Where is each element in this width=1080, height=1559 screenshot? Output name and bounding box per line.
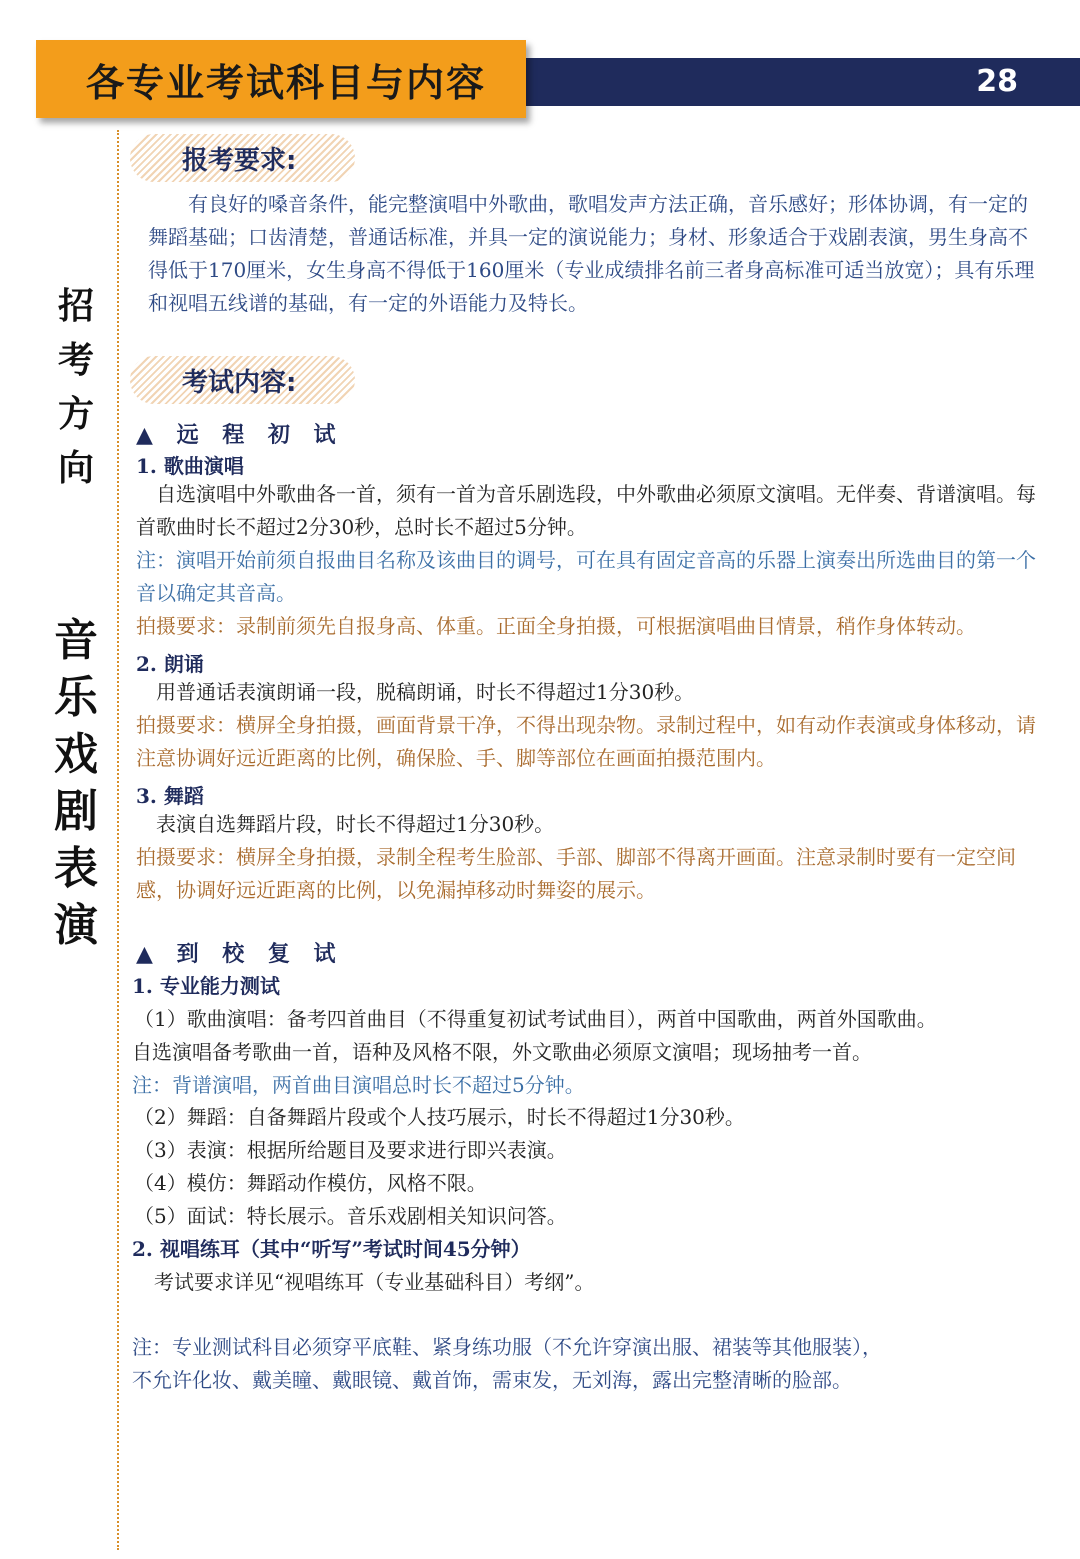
remote-item-3-head: 3. 舞蹈 [136, 784, 204, 808]
final-note-line-2: 不允许化妆、戴美瞳、戴眼镜、戴首饰，需束发，无刘海，露出完整清晰的脸部。 [132, 1368, 852, 1392]
remote-item-2-head: 2. 朗诵 [136, 652, 204, 676]
onsite-sub-item-3: （3）表演：根据所给题目及要求进行即兴表演。 [134, 1138, 567, 1162]
remote-item-1-body: 自选演唱中外歌曲各一首，须有一首为音乐剧选段，中外歌曲必须原文演唱。无伴奏、背谱演唱。每首歌曲时长不超过2分30秒，总时长不超过5分钟。 [136, 482, 1036, 539]
onsite-item-2-head: 2. 视唱练耳（其中“听写”考试时间45分钟） [132, 1237, 531, 1261]
dotted-divider [117, 130, 119, 1550]
remote-item-1-photo: 拍摄要求：录制前须先自报身高、体重。正面全身拍摄，可根据演唱曲目情景，稍作身体转动。 [136, 614, 976, 638]
onsite-item-2-body: 考试要求详见“视唱练耳（专业基础科目）考纲”。 [154, 1270, 595, 1294]
direction-label: 招 考 方 向 [57, 286, 94, 489]
remote-item-2-photo: 拍摄要求：横屏全身拍摄，画面背景干净，不得出现杂物。录制过程中，如有动作表演或身体移动，请注意协调好远近距离的比例，确保脸、手、脚等部位在画面拍摄范围内。 [136, 713, 1036, 770]
remote-item-3-body: 表演自选舞蹈片段，时长不得超过1分30秒。 [156, 812, 555, 836]
onsite-sub-item-2: （2）舞蹈：自备舞蹈片段或个人技巧展示，时长不得超过1分30秒。 [134, 1105, 745, 1129]
onsite-note-1: 注：背谱演唱，两首曲目演唱总时长不超过5分钟。 [132, 1073, 585, 1097]
remote-item-3-photo: 拍摄要求：横屏全身拍摄，录制全程考生脸部、手部、脚部不得离开画面。注意录制时要有一定空间感，协调好远近距离的比例，以免漏掉移动时舞姿的展示。 [136, 845, 1016, 902]
requirements-heading: 报考要求: [130, 134, 355, 182]
onsite-item-1-head: 1. 专业能力测试 [132, 974, 280, 998]
final-note-line-1: 注：专业测试科目必须穿平底鞋、紧身练功服（不允许穿演出服、裙装等其他服装）， [132, 1335, 882, 1359]
page-title: 各专业考试科目与内容 [86, 61, 487, 105]
remote-item-1-head: 1. 歌曲演唱 [136, 454, 244, 478]
requirements-text: 有良好的嗓音条件，能完整演唱中外歌曲，歌唱发声方法正确，音乐感好；形体协调，有一定的舞蹈基础；口齿清楚，普通话标准，并具一定的演说能力；身材、形象适合于戏剧表演，男生身高不得低于170厘米，女生身高不得低于160厘米（专业成绩排名前三者身高标准可适当放宽）；具有乐理和视唱五线谱的基础，有一定的外语能力及特长。 [148, 192, 1035, 315]
onsite-sub-item-5: （5）面试：特长展示。音乐戏剧相关知识问答。 [134, 1204, 567, 1228]
onsite-line-2: 自选演唱备考歌曲一首，语种及风格不限，外文歌曲必须原文演唱；现场抽考一首。 [132, 1040, 872, 1064]
onsite-sub-item-4: （4）模仿：舞蹈动作模仿，风格不限。 [134, 1171, 487, 1195]
title-banner [36, 40, 526, 118]
content-heading: 考试内容: [130, 356, 355, 404]
major-label: 音 乐 戏 剧 表 演 [54, 615, 98, 951]
remote-round-title: ▲ 远 程 初 试 [136, 423, 344, 448]
onsite-line-1: （1）歌曲演唱：备考四首曲目（不得重复初试考试曲目），两首中国歌曲，两首外国歌曲。 [134, 1007, 937, 1031]
remote-item-2-body: 用普通话表演朗诵一段，脱稿朗诵，时长不得超过1分30秒。 [156, 680, 695, 704]
page-number: 28 [976, 64, 1018, 99]
onsite-round-title: ▲ 到 校 复 试 [136, 942, 344, 967]
remote-item-1-note: 注：演唱开始前须自报曲目名称及该曲目的调号，可在具有固定音高的乐器上演奏出所选曲目的第一个音以确定其音高。 [136, 548, 1036, 605]
